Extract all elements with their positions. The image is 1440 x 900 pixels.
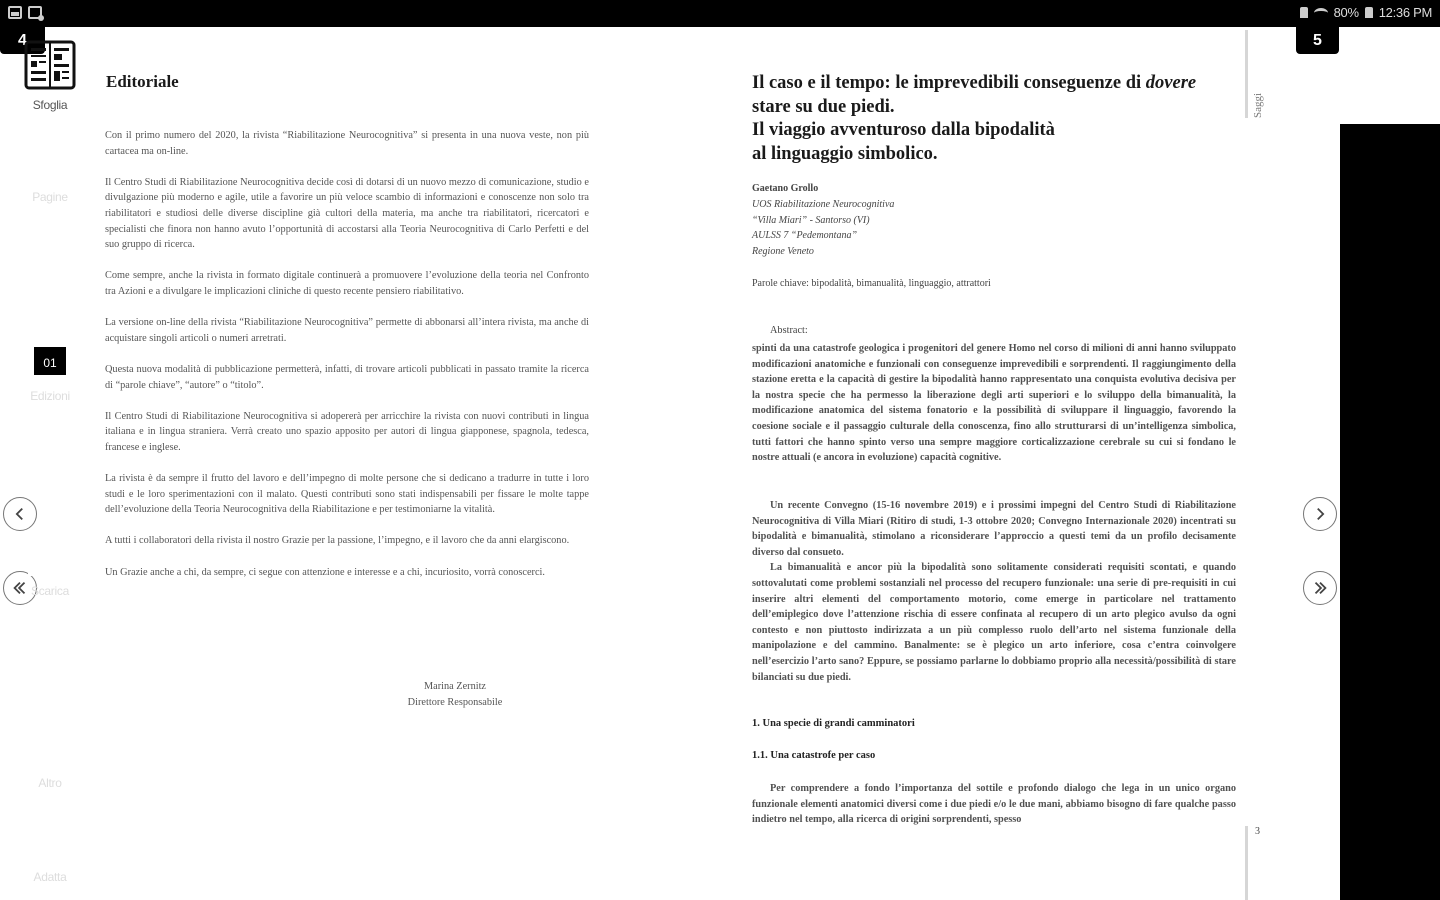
sidebar-label: Sfoglia xyxy=(32,98,68,112)
article-keywords: Parole chiave: bipodalità, bimanualità, linguaggio, attrattori xyxy=(752,278,991,289)
article-paragraph: Un recente Convegno (15-16 novembre 2019) e i prossimi impegni del Centro Studi di Riabilitazione Neurocognitiva di Villa Miari (Ritiro di studi, 1-3 ottobre 2020; Convegno Internazionale 2020) incentrati su bipodalità e bimanualità, stimolano a riconsiderare l’approccio a questi temi da un profilo decisamente diverso dal consueto. xyxy=(752,500,1236,558)
subsection-heading: 1.1. Una catastrofe per caso xyxy=(752,750,876,761)
editorial-paragraph: Il Centro Studi di Riabilitazione Neurocognitiva decide così di dotarsi di un nuovo mezzo di comunicazione, studio e divulgazione più moderno e agile, utile a favorire un più veloce scambio di informazioni e conoscenze non solo tra riabilitatori e studiosi delle diverse discipline già cultori della materia, ma anche tra riabilitatori, ricercatori e specialisti che finora non hanno avuto l’opportunità di accostarsi alla Teoria Neurocognitiva di Carlo Perfetti e del suo gruppo di ricerca. xyxy=(105,176,589,251)
sidebar-item-edizioni[interactable] xyxy=(0,331,100,403)
battery-percent: 80% xyxy=(1333,5,1359,20)
calendar-badge: 01 xyxy=(43,356,57,370)
clock: 12:36 PM xyxy=(1378,5,1432,20)
screenshot-notification-icon xyxy=(28,6,42,19)
sidebar-label: Pagine xyxy=(32,190,68,204)
fit-icon xyxy=(26,820,74,868)
editorial-paragraph: Come sempre, anche la rivista in formato digitale continuerà a promuovere l’evoluzione della teoria nel Confronto tra Azioni e a divulgare le implicazioni cliniche di questo recente pensiero riabilitativo. xyxy=(105,270,589,297)
article-paragraph: Per comprendere a fondo l’importanza del sottile e profondo dialogo che lega in un unico organo funzionale elementi anatomici diversi come i due piedi e/o le due mani, abbiamo bisogno di fare qualche passo indietro nel tempo, alla ricerca di origini sorprendenti, spesso xyxy=(752,783,1236,826)
status-bar xyxy=(0,0,1440,27)
sidebar-item-scarica[interactable] xyxy=(0,528,100,598)
download-icon xyxy=(27,528,73,578)
sidebar-item-pagine[interactable] xyxy=(0,140,100,204)
battery-icon xyxy=(1365,7,1373,18)
section-heading: 1. Una specie di grandi camminatori xyxy=(752,718,915,729)
browse-icon xyxy=(24,40,76,92)
grid-icon xyxy=(28,140,72,184)
author-affiliation: UOS Riabilitazione Neurocognitiva xyxy=(752,198,895,210)
article-body xyxy=(752,498,1236,685)
editorial-paragraph: A tutti i collaboratori della rivista il nostro Grazie per la passione, l’impegno, e il lavoro che da anni elargiscono. xyxy=(105,535,570,547)
editorial-paragraph: Il Centro Studi di Riabilitazione Neurocognitiva si adopererà per arricchire la rivista con nuovi contributi in lingua italiana e in lingua straniera. Verrà creato uno spazio apposito per autori di lingua giapponese, spagnola, tedesca, francese e inglese. xyxy=(105,410,589,453)
editorial-body xyxy=(105,128,589,596)
article-body-continued xyxy=(752,781,1236,828)
alarm-icon xyxy=(1300,7,1308,18)
printed-page-number: 3 xyxy=(1255,826,1260,837)
article-author-block xyxy=(752,181,894,260)
sidebar-item-sfoglia[interactable] xyxy=(0,40,100,112)
last-page-button[interactable] xyxy=(1303,571,1337,605)
article-title-part: al linguaggio simbolico. xyxy=(752,143,938,164)
chevron-left-icon xyxy=(11,505,29,523)
article-paragraph: La bimanualità e ancor più la bipodalità sono solitamente considerati requisiti scontati, e quando sottovalutati come problemi sostanziali nel processo del recupero funzionale: una serie di pre-requisiti in cui inserire altri elementi del comportamento motorio, come emerge in particolare nel trattamento dell’emiplegico dove l’attenzione rischia di essere confinata al recupero di un arto plegico avulso da ogni contesto e non piuttosto indirizzata a un più complesso ruolo dell’arto nel sistema funzionale della manipolazione e del cammino. Banalmente: se è plegico un arto inferiore, cosa c’entra coinvolgere nell’esercizio l’arto sano? Eppure, se possiamo parlarne lo dobbiamo proprio alla necessità/possibilità di stare bilanciati su due piedi. xyxy=(752,562,1236,683)
abstract-text: spinti da una catastrofe geologica i progenitori del genere Homo nel corso di milioni di anni hanno sviluppato modificazioni anatomiche e funzionali con conseguenze imprevedibili e sorprendenti. Il raggiungimento della stazione eretta e la capacità di gestire la bipodalità hanno rappresentato una conquista evolutiva decisiva per la nostra specie che ha permesso la liberazione degli arti superiori e lo sviluppo della bimanualità, la modificazione anatomica del sistema fonatorio e la possibilità di sviluppare il linguaggio, favorendo la coesione sociale e il passaggio culturale della conoscenza, fino allo strutturarsi di un’intelligenza simbolica, tutti fattori che hanno spinto verso una sempre maggiore corticalizzazione cerebrale su cui si fondano le nostre attuali (e ancora in evoluzione) capacità cognitive. xyxy=(752,343,1236,464)
author-name: Gaetano Grollo xyxy=(752,183,819,194)
editorial-paragraph: La versione on-line della rivista “Riabilitazione Neurocognitiva” permette di abbonarsi all’intera rivista, ma anche di acquistare singoli articoli o numeri arretrati. xyxy=(105,317,589,344)
author-affiliation: “Villa Miari” - Santorso (VI) xyxy=(752,214,870,226)
article-title-italic: dovere xyxy=(1145,73,1197,93)
signature-name: Marina Zernitz xyxy=(423,681,487,692)
article-title-part: Il caso e il tempo: le imprevedibili conseguenze di xyxy=(752,73,1146,93)
sidebar-label: Scarica xyxy=(31,584,69,598)
sidebar-label: Altro xyxy=(38,776,62,790)
gallery-notification-icon xyxy=(8,6,22,19)
editorial-paragraph: La rivista è da sempre il frutto del lavoro e dell’impegno di molte persone che si dedicano a tradurre in tutte i loro studi e le loro sperimentazioni con il malato. Questi contributi sono stati indispensabili per fissare le molte tappe dell’evoluzione della Teoria Neurocognitiva della Riabilitazione e per testimoniarne la vitalità. xyxy=(105,473,589,516)
article-title-part: stare su due piedi. xyxy=(752,96,895,117)
page-edge-marker xyxy=(1245,30,1248,118)
sidebar-label: Adatta xyxy=(33,870,67,884)
editorial-paragraph: Un Grazie anche a chi, da sempre, ci segue con attenzione e interesse e a chi, incuriosito, vorrà conoscerci. xyxy=(105,566,545,578)
double-chevron-right-icon xyxy=(1311,579,1329,597)
article-title-part: Il viaggio avventuroso dalla bipodalità xyxy=(752,120,1055,140)
editorial-paragraph: Con il primo numero del 2020, la rivista “Riabilitazione Neurocognitiva” si presenta in una nuova veste, non più cartacea ma on-line. xyxy=(105,130,589,157)
next-page-button[interactable] xyxy=(1303,497,1337,531)
right-page-number: 5 xyxy=(1296,27,1339,54)
wifi-icon xyxy=(1314,8,1328,18)
calendar-icon xyxy=(26,331,74,383)
author-affiliation: AULSS 7 “Pedemontana” xyxy=(752,230,857,242)
page-edge-marker xyxy=(1245,826,1248,900)
left-page-number: 4 xyxy=(0,27,45,54)
author-affiliation: Regione Veneto xyxy=(752,246,814,258)
sidebar-top-area xyxy=(1340,27,1440,125)
article-title xyxy=(752,72,1222,166)
editorial-title: Editoriale xyxy=(106,72,179,91)
sidebar-label: Edizioni xyxy=(30,389,70,403)
chevron-right-icon xyxy=(1311,505,1329,523)
editorial-paragraph: Questa nuova modalità di pubblicazione permetterà, infatti, di trovare articoli pubblicati in passato tramite la ricerca di “parole chiave”, “autore” o “titolo”. xyxy=(105,363,589,391)
sidebar-item-adatta[interactable] xyxy=(0,820,100,884)
section-tag: Saggi xyxy=(1252,92,1264,118)
previous-page-button[interactable] xyxy=(3,497,37,531)
sidebar xyxy=(1340,124,1440,900)
signature-role: Direttore Responsabile xyxy=(407,696,503,708)
more-icon xyxy=(42,726,58,770)
editorial-signature xyxy=(340,679,570,710)
sidebar-item-altro[interactable] xyxy=(0,726,100,790)
abstract-label: Abstract: xyxy=(770,325,808,336)
